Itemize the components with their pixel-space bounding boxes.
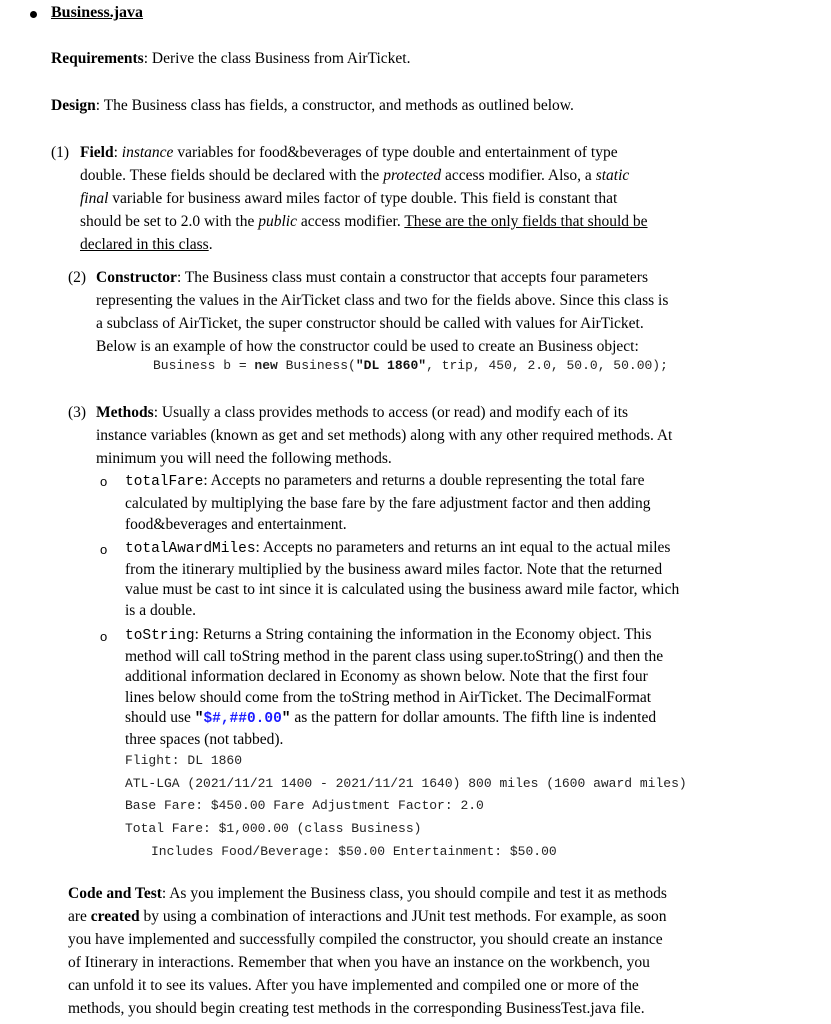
text: : Accepts no parameters and returns a double representing the total fare [203,472,645,489]
method-line: additional information declared in Economy as shown below. Note that the first four [125,668,648,686]
text: : The Business class must contain a constructor that accepts four parameters [176,269,648,286]
method-line: is a double. [125,601,197,619]
requirements-paragraph [51,47,411,70]
text: : Returns a String containing the information in the Economy object. This [194,626,652,643]
method-to-string [125,625,785,751]
code-string: "DL 1860" [355,358,427,373]
page-title: Business.java [51,4,144,21]
field-line-3 [80,187,780,210]
emphasis: final [80,190,109,207]
method-name: totalAwardMiles [125,541,256,557]
emphasis: instance [121,144,174,161]
text: : Usually a class provides methods to access (or read) and modify each of its [153,404,629,421]
methods-line-3: minimum you will need the following methods. [96,450,392,467]
text: variables for food&beverages of type double and entertainment of type [173,144,618,161]
field-section [80,141,780,256]
design-text: : The Business class has fields, a constructor, and methods as outlined below. [95,97,574,114]
code-text: , trip, 450, 2.0, 50.0, 50.00); [426,358,668,373]
requirements-text: : Derive the class Business from AirTicket. [143,50,411,67]
text: should be set to 2.0 with the [80,213,259,230]
underlined-text: These are the only fields that should be [404,213,648,230]
methods-number: (3) [68,404,87,421]
method-name: totalFare [125,474,204,490]
code-test-line-2 [68,905,808,928]
text: : Accepts no parameters and returns an int equal to the actual miles [255,539,671,556]
bullet-dot [30,11,37,18]
text: variable for business award miles factor of type double. This field is constant that [108,190,618,207]
list-bullet-circle: o [100,474,108,489]
method-line: three spaces (not tabbed). [125,730,284,748]
field-label: Field [80,144,114,161]
bold-text: created [90,908,140,925]
code-test-line-6: methods, you should begin creating test methods in the corresponding BusinessTest.java file. [68,1000,645,1017]
code-test-line-4: of Itinerary in interactions. Remember that when you have an instance on the workbench, you [68,954,650,971]
method-line: calculated by multiplying the base fare by the fare adjustment factor and then adding [125,495,651,512]
method-line: value must be cast to int since it is calculated using the business award mile factor, which [125,581,680,598]
field-number: (1) [51,144,70,161]
emphasis: static [595,167,630,184]
quote: " [194,711,204,728]
method-line: food&beverages and entertainment. [125,516,347,533]
text: by using a combination of interactions and JUnit test methods. For example, as soon [139,908,667,925]
text: : [113,144,122,161]
design-paragraph [51,94,574,117]
constructor-section [96,266,796,358]
constructor-line-3: a subclass of AirTicket, the super constructor should be called with values for AirTicket. [96,315,644,332]
code-keyword: new [254,358,278,373]
list-bullet-circle: o [100,629,108,644]
requirements-label: Requirements [51,50,144,67]
method-line: lines below should come from the toString method in AirTicket. The DecimalFormat [125,688,652,706]
constructor-line-2: representing the values in the AirTicket class and two for the fields above. Since this class is [96,292,669,309]
underlined-text: declared in this class [80,236,209,253]
output-line-2: ATL-LGA (2021/11/21 1400 - 2021/11/21 1640) 800 miles (1600 award miles) [125,776,687,791]
text: : As you implement the Business class, you should compile and test it as methods [161,885,667,902]
code-text: Business( [277,358,356,373]
text: access modifier. Also, a [441,167,596,184]
text: double. These fields should be declared with the [80,167,384,184]
method-line: method will call toString method in the parent class using super.toString() and then the [125,647,664,665]
methods-label: Methods [96,404,154,421]
method-line: from the itinerary multiplied by the business award miles factor. Note that the returned [125,560,663,578]
method-line [125,538,785,560]
list-bullet-circle: o [100,542,108,557]
methods-intro [96,401,796,470]
constructor-code-example [153,358,668,373]
method-total-award-miles [125,538,785,621]
output-line-4: Total Fare: $1,000.00 (class Business) [125,821,422,836]
field-line-5 [80,233,780,256]
emphasis: protected [383,167,442,184]
text: are [68,908,91,925]
emphasis: public [258,213,297,230]
output-line-3: Base Fare: $450.00 Fare Adjustment Factor: 2.0 [125,798,484,813]
constructor-line-1 [96,266,796,289]
output-line-1: Flight: DL 1860 [125,753,243,768]
design-label: Design [51,97,96,114]
text: . [208,236,213,253]
constructor-line-4: Below is an example of how the constructor could be used to create an Business object: [96,338,639,355]
constructor-label: Constructor [96,269,177,286]
code-test-label: Code and Test [68,885,162,902]
method-line [125,708,785,730]
constructor-number: (2) [68,269,87,286]
field-line-4 [80,210,780,233]
code-test-line-5: can unfold it to see its values. After you have implemented and compiled one or more of the [68,977,639,994]
method-name: toString [125,628,195,644]
text: should use [125,709,195,727]
code-test-paragraph [68,882,808,1020]
decimal-format-pattern: $#,##0.00 [203,711,282,728]
text: access modifier. [297,213,405,230]
field-line-1 [80,141,780,164]
methods-line-1 [96,401,796,424]
code-test-line-1 [68,882,808,905]
text: as the pattern for dollar amounts. The fifth line is indented [290,709,657,727]
method-line [125,470,785,493]
quote: " [281,711,291,728]
field-line-2 [80,164,780,187]
method-line [125,625,785,647]
code-test-line-3: you have implemented and successfully compiled the constructor, you should create an instance [68,931,663,948]
output-line-5: Includes Food/Beverage: $50.00 Entertainment: $50.00 [151,844,557,859]
code-text: Business b = [153,358,255,373]
methods-line-2: instance variables (known as get and set methods) along with any other required methods. At [96,427,673,444]
method-total-fare [125,470,785,535]
